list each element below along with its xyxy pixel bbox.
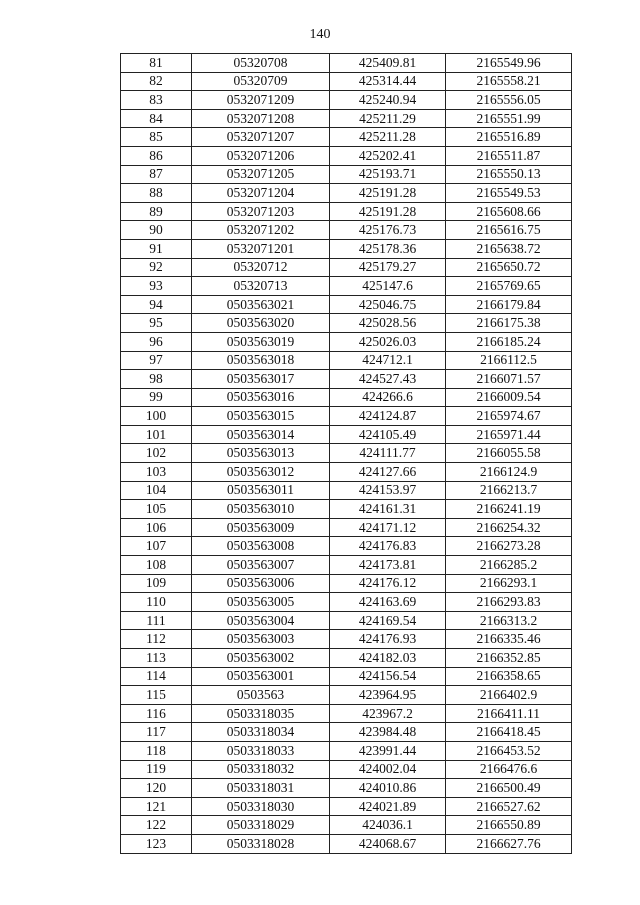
point-id-cell: 0503563003 bbox=[192, 630, 330, 649]
table-row bbox=[121, 630, 572, 649]
point-id-cell: 05320709 bbox=[192, 72, 330, 91]
row-number-cell: 117 bbox=[121, 723, 192, 742]
row-number-cell: 110 bbox=[121, 593, 192, 612]
table-row bbox=[121, 128, 572, 147]
y-coordinate-cell: 2165556.05 bbox=[446, 91, 572, 110]
x-coordinate-cell: 424169.54 bbox=[330, 611, 446, 630]
point-id-cell: 0503563002 bbox=[192, 649, 330, 668]
point-id-cell: 0503563016 bbox=[192, 388, 330, 407]
row-number-cell: 121 bbox=[121, 797, 192, 816]
point-id-cell: 0503563 bbox=[192, 686, 330, 705]
row-number-cell: 108 bbox=[121, 556, 192, 575]
y-coordinate-cell: 2166550.89 bbox=[446, 816, 572, 835]
table-row bbox=[121, 574, 572, 593]
table-row bbox=[121, 779, 572, 798]
y-coordinate-cell: 2166453.52 bbox=[446, 741, 572, 760]
y-coordinate-cell: 2166055.58 bbox=[446, 444, 572, 463]
x-coordinate-cell: 424124.87 bbox=[330, 407, 446, 426]
row-number-cell: 113 bbox=[121, 649, 192, 668]
x-coordinate-cell: 423991.44 bbox=[330, 741, 446, 760]
x-coordinate-cell: 424527.43 bbox=[330, 370, 446, 389]
table-row bbox=[121, 611, 572, 630]
table-row bbox=[121, 741, 572, 760]
table-row bbox=[121, 54, 572, 73]
row-number-cell: 84 bbox=[121, 109, 192, 128]
x-coordinate-cell: 424105.49 bbox=[330, 425, 446, 444]
point-id-cell: 0503563009 bbox=[192, 518, 330, 537]
table-row bbox=[121, 277, 572, 296]
table-row bbox=[121, 518, 572, 537]
y-coordinate-cell: 2165971.44 bbox=[446, 425, 572, 444]
coordinates-table bbox=[120, 53, 572, 854]
x-coordinate-cell: 425176.73 bbox=[330, 221, 446, 240]
x-coordinate-cell: 424010.86 bbox=[330, 779, 446, 798]
point-id-cell: 0503318033 bbox=[192, 741, 330, 760]
y-coordinate-cell: 2166293.83 bbox=[446, 593, 572, 612]
point-id-cell: 0532071206 bbox=[192, 146, 330, 165]
table-row bbox=[121, 556, 572, 575]
y-coordinate-cell: 2166185.24 bbox=[446, 332, 572, 351]
table-row bbox=[121, 407, 572, 426]
point-id-cell: 0503563004 bbox=[192, 611, 330, 630]
row-number-cell: 101 bbox=[121, 425, 192, 444]
y-coordinate-cell: 2165608.66 bbox=[446, 202, 572, 221]
y-coordinate-cell: 2166358.65 bbox=[446, 667, 572, 686]
table-row bbox=[121, 239, 572, 258]
table-row bbox=[121, 221, 572, 240]
y-coordinate-cell: 2166241.19 bbox=[446, 500, 572, 519]
x-coordinate-cell: 424021.89 bbox=[330, 797, 446, 816]
table-row bbox=[121, 537, 572, 556]
y-coordinate-cell: 2166627.76 bbox=[446, 834, 572, 853]
y-coordinate-cell: 2166273.28 bbox=[446, 537, 572, 556]
x-coordinate-cell: 425211.29 bbox=[330, 109, 446, 128]
table-row bbox=[121, 72, 572, 91]
y-coordinate-cell: 2166112.5 bbox=[446, 351, 572, 370]
row-number-cell: 115 bbox=[121, 686, 192, 705]
table-row bbox=[121, 834, 572, 853]
x-coordinate-cell: 425191.28 bbox=[330, 202, 446, 221]
row-number-cell: 119 bbox=[121, 760, 192, 779]
x-coordinate-cell: 424068.67 bbox=[330, 834, 446, 853]
table-row bbox=[121, 444, 572, 463]
table-row bbox=[121, 425, 572, 444]
point-id-cell: 0503563011 bbox=[192, 481, 330, 500]
y-coordinate-cell: 2165558.21 bbox=[446, 72, 572, 91]
table-row bbox=[121, 500, 572, 519]
table-row bbox=[121, 202, 572, 221]
point-id-cell: 0503563017 bbox=[192, 370, 330, 389]
row-number-cell: 112 bbox=[121, 630, 192, 649]
point-id-cell: 05320708 bbox=[192, 54, 330, 73]
y-coordinate-cell: 2165974.67 bbox=[446, 407, 572, 426]
table-row bbox=[121, 295, 572, 314]
x-coordinate-cell: 424173.81 bbox=[330, 556, 446, 575]
table-row bbox=[121, 109, 572, 128]
x-coordinate-cell: 425046.75 bbox=[330, 295, 446, 314]
table-row bbox=[121, 370, 572, 389]
y-coordinate-cell: 2166352.85 bbox=[446, 649, 572, 668]
row-number-cell: 82 bbox=[121, 72, 192, 91]
row-number-cell: 105 bbox=[121, 500, 192, 519]
x-coordinate-cell: 425193.71 bbox=[330, 165, 446, 184]
row-number-cell: 109 bbox=[121, 574, 192, 593]
row-number-cell: 111 bbox=[121, 611, 192, 630]
point-id-cell: 0532071209 bbox=[192, 91, 330, 110]
x-coordinate-cell: 424111.77 bbox=[330, 444, 446, 463]
point-id-cell: 0503563021 bbox=[192, 295, 330, 314]
row-number-cell: 92 bbox=[121, 258, 192, 277]
table-row bbox=[121, 146, 572, 165]
row-number-cell: 87 bbox=[121, 165, 192, 184]
table-row bbox=[121, 797, 572, 816]
y-coordinate-cell: 2165650.72 bbox=[446, 258, 572, 277]
y-coordinate-cell: 2165551.99 bbox=[446, 109, 572, 128]
table-row bbox=[121, 667, 572, 686]
y-coordinate-cell: 2165550.13 bbox=[446, 165, 572, 184]
y-coordinate-cell: 2165516.89 bbox=[446, 128, 572, 147]
y-coordinate-cell: 2165511.87 bbox=[446, 146, 572, 165]
y-coordinate-cell: 2165769.65 bbox=[446, 277, 572, 296]
x-coordinate-cell: 425409.81 bbox=[330, 54, 446, 73]
row-number-cell: 85 bbox=[121, 128, 192, 147]
row-number-cell: 95 bbox=[121, 314, 192, 333]
row-number-cell: 118 bbox=[121, 741, 192, 760]
x-coordinate-cell: 424153.97 bbox=[330, 481, 446, 500]
point-id-cell: 0503563005 bbox=[192, 593, 330, 612]
point-id-cell: 0503318031 bbox=[192, 779, 330, 798]
y-coordinate-cell: 2166285.2 bbox=[446, 556, 572, 575]
point-id-cell: 0503563018 bbox=[192, 351, 330, 370]
row-number-cell: 97 bbox=[121, 351, 192, 370]
point-id-cell: 0532071201 bbox=[192, 239, 330, 258]
y-coordinate-cell: 2166009.54 bbox=[446, 388, 572, 407]
point-id-cell: 0503318032 bbox=[192, 760, 330, 779]
page-number: 140 bbox=[309, 27, 331, 42]
row-number-cell: 104 bbox=[121, 481, 192, 500]
x-coordinate-cell: 425028.56 bbox=[330, 314, 446, 333]
x-coordinate-cell: 424163.69 bbox=[330, 593, 446, 612]
y-coordinate-cell: 2165549.96 bbox=[446, 54, 572, 73]
x-coordinate-cell: 424171.12 bbox=[330, 518, 446, 537]
x-coordinate-cell: 425191.28 bbox=[330, 184, 446, 203]
x-coordinate-cell: 423964.95 bbox=[330, 686, 446, 705]
y-coordinate-cell: 2166293.1 bbox=[446, 574, 572, 593]
x-coordinate-cell: 425211.28 bbox=[330, 128, 446, 147]
x-coordinate-cell: 424176.93 bbox=[330, 630, 446, 649]
table-body bbox=[121, 54, 572, 854]
row-number-cell: 81 bbox=[121, 54, 192, 73]
table-row bbox=[121, 351, 572, 370]
table-row bbox=[121, 91, 572, 110]
row-number-cell: 93 bbox=[121, 277, 192, 296]
table-row bbox=[121, 723, 572, 742]
point-id-cell: 0532071207 bbox=[192, 128, 330, 147]
row-number-cell: 106 bbox=[121, 518, 192, 537]
y-coordinate-cell: 2165616.75 bbox=[446, 221, 572, 240]
x-coordinate-cell: 425314.44 bbox=[330, 72, 446, 91]
y-coordinate-cell: 2166476.6 bbox=[446, 760, 572, 779]
row-number-cell: 94 bbox=[121, 295, 192, 314]
row-number-cell: 100 bbox=[121, 407, 192, 426]
row-number-cell: 123 bbox=[121, 834, 192, 853]
y-coordinate-cell: 2166500.49 bbox=[446, 779, 572, 798]
row-number-cell: 120 bbox=[121, 779, 192, 798]
y-coordinate-cell: 2166402.9 bbox=[446, 686, 572, 705]
point-id-cell: 0503563013 bbox=[192, 444, 330, 463]
y-coordinate-cell: 2166313.2 bbox=[446, 611, 572, 630]
x-coordinate-cell: 424127.66 bbox=[330, 463, 446, 482]
table-row bbox=[121, 704, 572, 723]
point-id-cell: 0503563010 bbox=[192, 500, 330, 519]
point-id-cell: 0503318029 bbox=[192, 816, 330, 835]
point-id-cell: 0503563001 bbox=[192, 667, 330, 686]
y-coordinate-cell: 2166124.9 bbox=[446, 463, 572, 482]
row-number-cell: 88 bbox=[121, 184, 192, 203]
x-coordinate-cell: 425202.41 bbox=[330, 146, 446, 165]
point-id-cell: 0503563014 bbox=[192, 425, 330, 444]
x-coordinate-cell: 424002.04 bbox=[330, 760, 446, 779]
y-coordinate-cell: 2166179.84 bbox=[446, 295, 572, 314]
row-number-cell: 90 bbox=[121, 221, 192, 240]
point-id-cell: 0503318028 bbox=[192, 834, 330, 853]
point-id-cell: 0503563007 bbox=[192, 556, 330, 575]
table-row bbox=[121, 165, 572, 184]
y-coordinate-cell: 2166175.38 bbox=[446, 314, 572, 333]
row-number-cell: 86 bbox=[121, 146, 192, 165]
row-number-cell: 83 bbox=[121, 91, 192, 110]
y-coordinate-cell: 2166335.46 bbox=[446, 630, 572, 649]
y-coordinate-cell: 2166071.57 bbox=[446, 370, 572, 389]
row-number-cell: 89 bbox=[121, 202, 192, 221]
row-number-cell: 102 bbox=[121, 444, 192, 463]
table-row bbox=[121, 463, 572, 482]
x-coordinate-cell: 425026.03 bbox=[330, 332, 446, 351]
x-coordinate-cell: 424712.1 bbox=[330, 351, 446, 370]
x-coordinate-cell: 424156.54 bbox=[330, 667, 446, 686]
point-id-cell: 0503563020 bbox=[192, 314, 330, 333]
table-row bbox=[121, 593, 572, 612]
table-row bbox=[121, 686, 572, 705]
row-number-cell: 99 bbox=[121, 388, 192, 407]
table-row bbox=[121, 649, 572, 668]
y-coordinate-cell: 2165549.53 bbox=[446, 184, 572, 203]
table-row bbox=[121, 388, 572, 407]
row-number-cell: 103 bbox=[121, 463, 192, 482]
point-id-cell: 0503563015 bbox=[192, 407, 330, 426]
x-coordinate-cell: 424176.12 bbox=[330, 574, 446, 593]
table-row bbox=[121, 258, 572, 277]
row-number-cell: 96 bbox=[121, 332, 192, 351]
row-number-cell: 116 bbox=[121, 704, 192, 723]
x-coordinate-cell: 424182.03 bbox=[330, 649, 446, 668]
y-coordinate-cell: 2166418.45 bbox=[446, 723, 572, 742]
point-id-cell: 0532071203 bbox=[192, 202, 330, 221]
row-number-cell: 122 bbox=[121, 816, 192, 835]
point-id-cell: 0503318035 bbox=[192, 704, 330, 723]
x-coordinate-cell: 424036.1 bbox=[330, 816, 446, 835]
row-number-cell: 91 bbox=[121, 239, 192, 258]
point-id-cell: 0503563012 bbox=[192, 463, 330, 482]
table-row bbox=[121, 332, 572, 351]
row-number-cell: 107 bbox=[121, 537, 192, 556]
table-row bbox=[121, 481, 572, 500]
y-coordinate-cell: 2165638.72 bbox=[446, 239, 572, 258]
point-id-cell: 05320712 bbox=[192, 258, 330, 277]
point-id-cell: 0532071202 bbox=[192, 221, 330, 240]
x-coordinate-cell: 423984.48 bbox=[330, 723, 446, 742]
table-row bbox=[121, 760, 572, 779]
point-id-cell: 05320713 bbox=[192, 277, 330, 296]
y-coordinate-cell: 2166213.7 bbox=[446, 481, 572, 500]
point-id-cell: 0503563006 bbox=[192, 574, 330, 593]
x-coordinate-cell: 424176.83 bbox=[330, 537, 446, 556]
table-row bbox=[121, 816, 572, 835]
point-id-cell: 0503318034 bbox=[192, 723, 330, 742]
x-coordinate-cell: 425240.94 bbox=[330, 91, 446, 110]
row-number-cell: 98 bbox=[121, 370, 192, 389]
point-id-cell: 0532071208 bbox=[192, 109, 330, 128]
x-coordinate-cell: 425179.27 bbox=[330, 258, 446, 277]
point-id-cell: 0532071205 bbox=[192, 165, 330, 184]
y-coordinate-cell: 2166254.32 bbox=[446, 518, 572, 537]
point-id-cell: 0532071204 bbox=[192, 184, 330, 203]
point-id-cell: 0503318030 bbox=[192, 797, 330, 816]
point-id-cell: 0503563008 bbox=[192, 537, 330, 556]
x-coordinate-cell: 424161.31 bbox=[330, 500, 446, 519]
table-row bbox=[121, 184, 572, 203]
x-coordinate-cell: 424266.6 bbox=[330, 388, 446, 407]
x-coordinate-cell: 425147.6 bbox=[330, 277, 446, 296]
row-number-cell: 114 bbox=[121, 667, 192, 686]
x-coordinate-cell: 423967.2 bbox=[330, 704, 446, 723]
point-id-cell: 0503563019 bbox=[192, 332, 330, 351]
y-coordinate-cell: 2166411.11 bbox=[446, 704, 572, 723]
x-coordinate-cell: 425178.36 bbox=[330, 239, 446, 258]
y-coordinate-cell: 2166527.62 bbox=[446, 797, 572, 816]
table-row bbox=[121, 314, 572, 333]
